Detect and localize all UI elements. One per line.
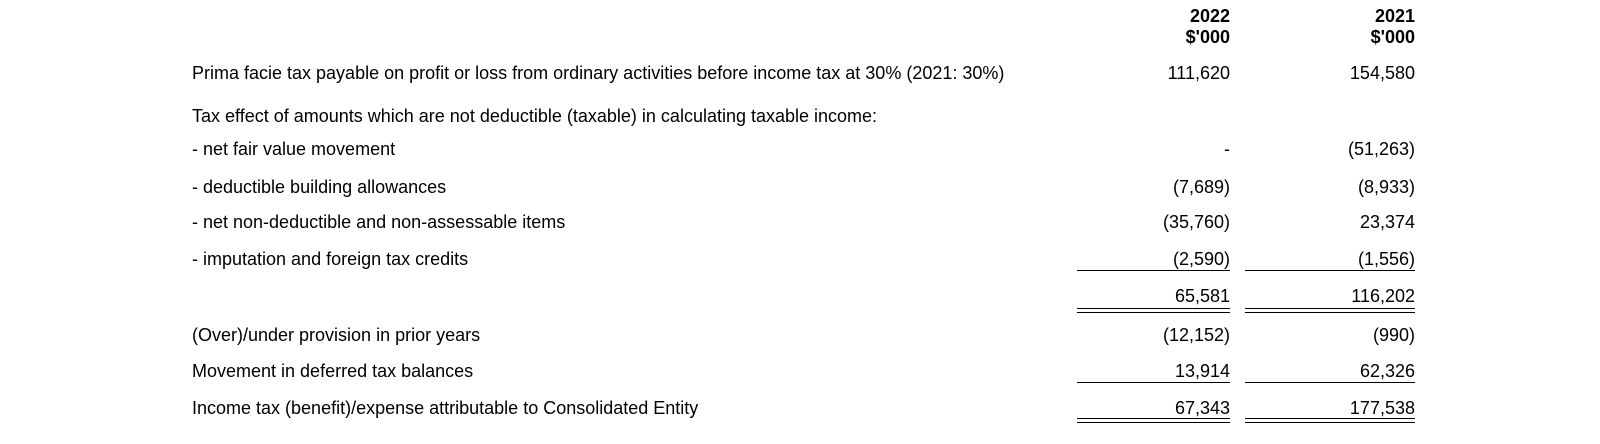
- value-2022-prima-facie-tax: 111,620: [1167, 63, 1230, 83]
- subtotal-rule-2022: [1077, 270, 1230, 271]
- value-2022-income-tax-total: 67,343: [1174, 398, 1230, 418]
- value-2022-subtotal: 65,581: [1174, 286, 1230, 306]
- value-2021-prima-facie-tax: 154,580: [1349, 63, 1415, 83]
- value-2022-non-deductible-items: (35,760): [1162, 212, 1230, 232]
- value-2022-building-allowances: (7,689): [1172, 177, 1230, 197]
- subtotal-double-rule-2021: [1245, 308, 1415, 313]
- column-header-2021: [1240, 6, 1415, 48]
- row-label-tax-effect-heading: Tax effect of amounts which are not deductible (taxable) in calculating taxable income:: [192, 106, 878, 126]
- value-2022-deferred-tax-movement: 13,914: [1174, 361, 1230, 381]
- total-double-rule-2021: [1245, 418, 1415, 423]
- value-2022-over-under-provision: (12,152): [1162, 325, 1230, 345]
- row-label-income-tax-total: Income tax (benefit)/expense attributable to Consolidated Entity: [192, 398, 699, 418]
- row-label-building-allowances: - deductible building allowances: [192, 177, 447, 197]
- column-header-2022: [1060, 6, 1230, 48]
- value-2021-over-under-provision: (990): [1372, 325, 1415, 345]
- total-double-rule-2022: [1077, 418, 1230, 423]
- row-label-non-deductible-items: - net non-deductible and non-assessable items: [192, 212, 566, 232]
- unit-label-2021: $'000: [1370, 27, 1415, 47]
- total-rule-2022: [1077, 382, 1230, 383]
- value-2021-building-allowances: (8,933): [1357, 177, 1415, 197]
- subtotal-rule-2021: [1245, 270, 1415, 271]
- total-rule-2021: [1245, 382, 1415, 383]
- value-2021-net-fair-value: (51,263): [1347, 139, 1415, 159]
- value-2021-income-tax-total: 177,538: [1349, 398, 1415, 418]
- value-2022-net-fair-value: -: [1224, 139, 1230, 159]
- row-label-imputation-credits: - imputation and foreign tax credits: [192, 249, 469, 269]
- unit-label-2022: $'000: [1185, 27, 1230, 47]
- value-2021-imputation-credits: (1,556): [1357, 249, 1415, 269]
- row-label-net-fair-value: - net fair value movement: [192, 139, 396, 159]
- year-label-2021: 2021: [1374, 6, 1415, 26]
- year-label-2022: 2022: [1189, 6, 1230, 26]
- row-label-deferred-tax-movement: Movement in deferred tax balances: [192, 361, 474, 381]
- value-2021-subtotal: 116,202: [1351, 286, 1415, 306]
- value-2022-imputation-credits: (2,590): [1172, 249, 1230, 269]
- row-label-over-under-provision: (Over)/under provision in prior years: [192, 325, 481, 345]
- row-label-prima-facie-tax: Prima facie tax payable on profit or loss from ordinary activities before income tax at 30% (2021: 30%): [192, 63, 1005, 83]
- subtotal-double-rule-2022: [1077, 308, 1230, 313]
- value-2021-deferred-tax-movement: 62,326: [1359, 361, 1415, 381]
- value-2021-non-deductible-items: 23,374: [1359, 212, 1415, 232]
